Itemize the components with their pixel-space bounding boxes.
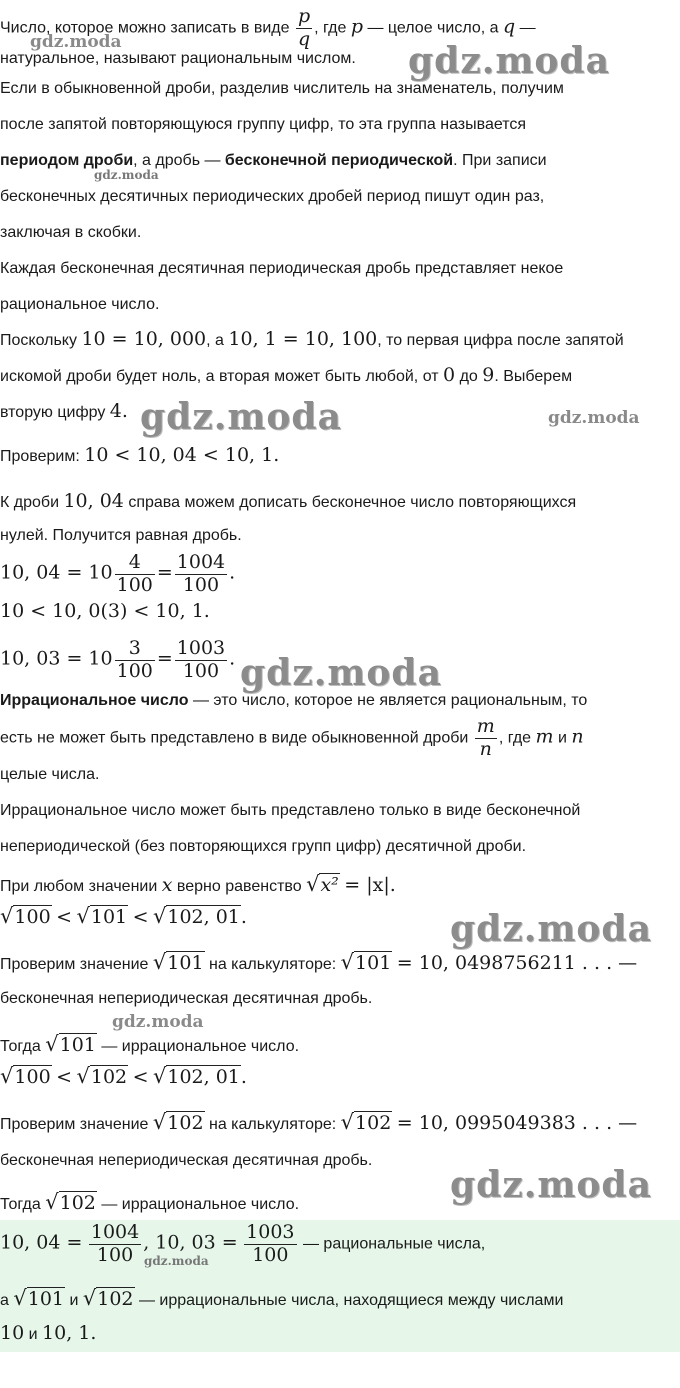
summary-line: 10 и 10, 1. <box>0 1322 97 1344</box>
text-line: натуральное, называют рациональным числом. <box>0 50 356 67</box>
text-line: заключая в скобки. <box>0 224 142 241</box>
text-line: Число, которое можно записать в виде $\frac{p}{q}$ , где p — целое число, а q — <box>0 5 536 50</box>
equation-line: √100 < √101 < √102, 01. <box>0 904 247 928</box>
watermark: gdz.moda <box>408 40 610 82</box>
text-line: Проверим: 10 < 10, 04 < 10, 1. <box>0 444 280 466</box>
equation-line: 10, 04 = 10 $\frac{4}{100}$ = $\frac{1004}{100}$ . <box>0 551 236 596</box>
text-line: К дроби 10, 04 справа можем дописать бесконечное число повторяющихся <box>0 490 577 512</box>
text-line: Проверим значение √102 на калькуляторе: √102 = 10, 0995049383 . . . — <box>0 1110 638 1134</box>
text-line: Тогда √102 — иррациональное число. <box>0 1190 300 1214</box>
watermark: gdz.moda <box>112 1012 204 1032</box>
text-line: рациональное число. <box>0 296 160 313</box>
text-line: нулей. Получится равная дробь. <box>0 527 242 544</box>
text-line: Тогда √101 — иррациональное число. <box>0 1032 300 1056</box>
fraction-p-q: $\frac{p}{q}$ <box>297 5 311 50</box>
text-line: периодом дроби, а дробь — бесконечной периодической. При записи <box>0 152 547 169</box>
watermark: gdz.moda <box>30 32 122 52</box>
watermark: gdz.moda <box>450 908 652 950</box>
text-line: непериодической (без повторяющихся групп цифр) десятичной дроби. <box>0 838 527 855</box>
text-line: При любом значении x верно равенство √x² = |x|. <box>0 872 396 896</box>
text-line: Каждая бесконечная десятичная периодическая дробь представляет некое <box>0 260 564 277</box>
text-line: бесконечных десятичных периодических дробей период пишут один раз, <box>0 188 545 205</box>
text-line: есть не может быть представлено в виде обыкновенной дроби $\frac{m}{n}$ , где m и n <box>0 715 584 760</box>
text-line: Если в обыкновенной дроби, разделив числитель на знаменатель, получим <box>0 80 564 97</box>
text-line: бесконечная непериодическая десятичная дробь. <box>0 990 373 1007</box>
text-line: вторую цифру 4. <box>0 400 128 422</box>
watermark: gdz.moda <box>94 168 159 182</box>
text-line: бесконечная непериодическая десятичная дробь. <box>0 1152 373 1169</box>
equation-line: 10, 03 = 10 $\frac{3}{100}$ = $\frac{1003}{100}$ . <box>0 637 236 682</box>
watermark: gdz.moda <box>144 1254 209 1268</box>
text-line: целые числа. <box>0 766 100 783</box>
fraction-m-n: $\frac{m}{n}$ <box>476 715 495 760</box>
equation-line: 10 < 10, 0(3) < 10, 1. <box>0 600 210 622</box>
equation-line: √100 < √102 < √102, 01. <box>0 1064 247 1088</box>
text-line: Иррациональное число — это число, которое не является рациональным, то <box>0 692 588 709</box>
summary-line: 10, 04 = $\frac{1004}{100}$ , 10, 03 = $\frac{1003}{100}$ — рациональные числа, <box>0 1221 486 1266</box>
text-line: Иррациональное число может быть представлено только в виде бесконечной <box>0 802 581 819</box>
summary-line: а √101 и √102 — иррациональные числа, находящиеся между числами <box>0 1286 564 1310</box>
text-line: Поскольку 10 = 10, 000, а 10, 1 = 10, 100, то первая цифра после запятой <box>0 328 624 350</box>
text-line: после запятой повторяющуюся группу цифр, то эта группа называется <box>0 116 527 133</box>
text-line: искомой дроби будет ноль, а вторая может быть любой, от 0 до 9. Выберем <box>0 364 573 386</box>
text-line: Проверим значение √101 на калькуляторе: √101 = 10, 0498756211 . . . — <box>0 950 638 974</box>
watermark: gdz.moda <box>548 408 640 428</box>
watermark: gdz.moda <box>450 1164 652 1206</box>
watermark: gdz.moda <box>240 652 442 694</box>
watermark: gdz.moda <box>140 396 342 438</box>
